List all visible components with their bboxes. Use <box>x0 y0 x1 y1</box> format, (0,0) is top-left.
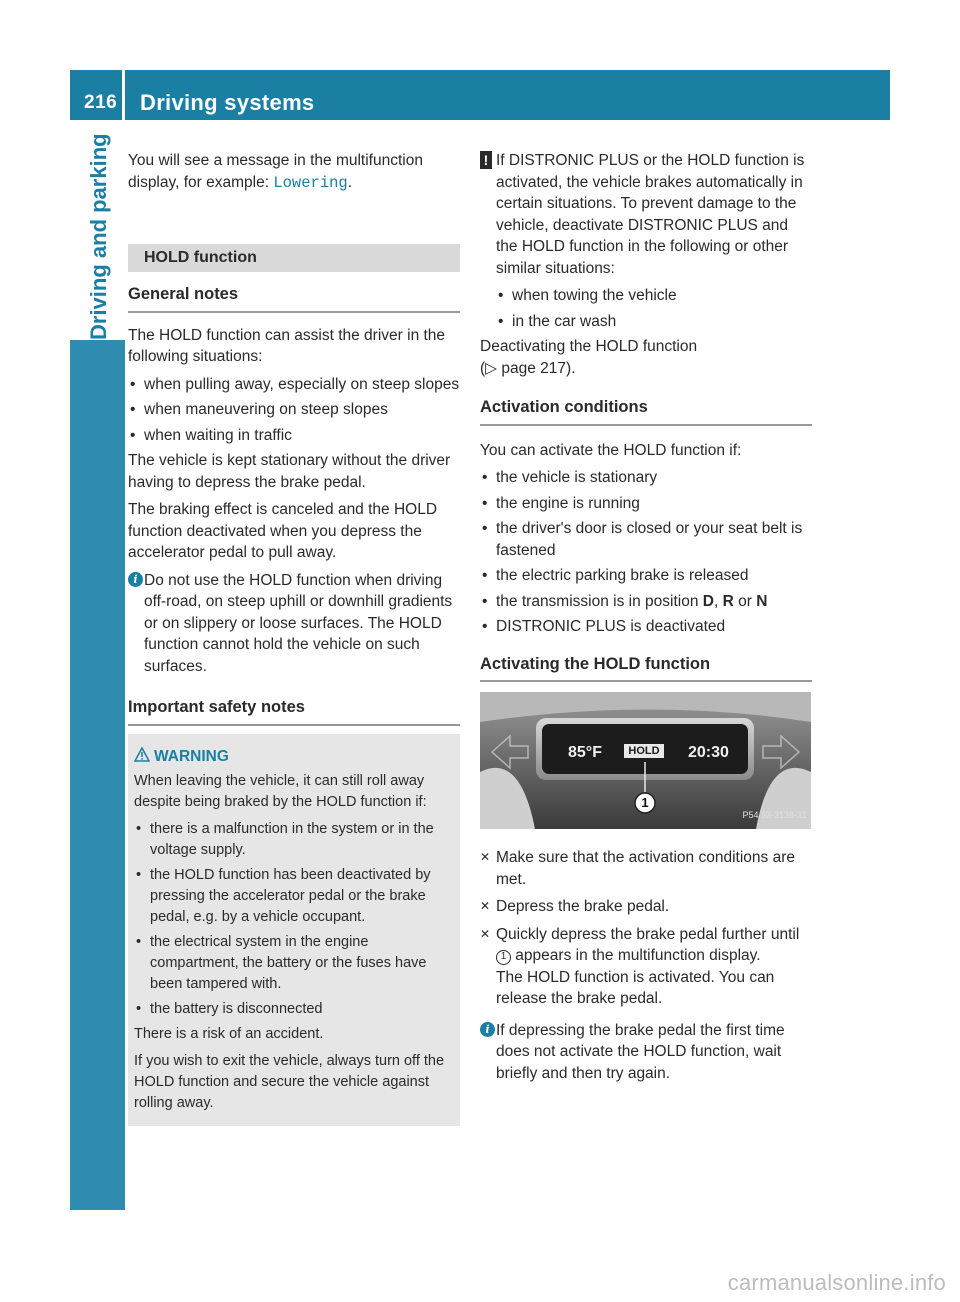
warning-intro: When leaving the vehicle, it can still roll away despite being braked by the HOLD function if: <box>134 772 427 810</box>
info-icon: i <box>480 1022 495 1037</box>
warning-title <box>134 746 452 767</box>
list-item: • the electrical system in the engine compartment, the battery or the fuses have been tampered with. <box>134 932 452 995</box>
list-item: • the HOLD function has been deactivated by pressing the accelerator pedal or the brake pedal, e.g. by a vehicle occupant. <box>134 865 452 928</box>
activation-list <box>480 467 812 638</box>
intro-paragraph <box>128 150 460 194</box>
warning-risk: There is a risk of an accident. <box>134 1025 324 1042</box>
activation-steps <box>480 847 812 1010</box>
intro-text-end: . <box>347 173 353 191</box>
warning-title-text: WARNING <box>154 747 229 765</box>
temperature-readout: 85°F <box>568 744 602 761</box>
list-item-transmission <box>480 591 812 613</box>
list-item: • when waiting in traffic <box>128 425 460 447</box>
deactivating-text: Deactivating the HOLD function <box>480 338 698 355</box>
step-result: The HOLD function is activated. You can release the brake pedal. <box>496 968 775 1007</box>
caution-list <box>480 285 812 332</box>
subheading-activation-conditions: Activation conditions <box>480 397 812 426</box>
image-code: P54.33-3138-31 <box>742 809 807 820</box>
activation-intro: You can activate the HOLD function if: <box>480 441 742 459</box>
info-text: If depressing the brake pedal the first time does not activate the HOLD function, wait briefly and then try again. <box>496 1021 785 1082</box>
list-item: • when towing the vehicle <box>496 285 812 307</box>
page-title: Driving systems <box>140 90 315 115</box>
separator: , <box>713 592 723 610</box>
subheading-activating-hold: Activating the HOLD function <box>480 654 812 683</box>
caution-text: If DISTRONIC PLUS or the HOLD function is activated, the vehicle brakes automatically in certain situations. To prevent damage to the vehicle, deactivate DISTRONIC PLUS and the HOLD function in the following or other similar situations: <box>496 152 805 277</box>
warning-advice: If you wish to exit the vehicle, always turn off the HOLD function and secure the vehicle against rolling away. <box>134 1052 445 1111</box>
right-column <box>480 150 812 1090</box>
side-tab-label: Driving and parking <box>86 133 111 340</box>
general-notes-text: The HOLD function can assist the driver in the following situations: <box>128 326 446 365</box>
list-item: • the vehicle is stationary <box>480 467 812 489</box>
list-item: • in the car wash <box>496 311 812 333</box>
step-text-end: appears in the multifunction display. <box>511 947 761 964</box>
step-item: ✕ Depress the brake pedal. <box>480 896 812 918</box>
deactivating-page-ref[interactable]: (▷ page 217). <box>480 359 576 377</box>
stationary-text: The vehicle is kept stationary without the driver having to depress the brake pedal. <box>128 452 451 491</box>
subheading-safety-notes: Important safety notes <box>128 697 460 726</box>
list-item: • the electric parking brake is released <box>480 565 812 587</box>
gear-n: N <box>756 592 768 610</box>
separator: or <box>733 592 757 610</box>
section-heading-hold: HOLD function <box>128 244 460 272</box>
step-item <box>480 924 812 1010</box>
callout-number: 1 <box>641 795 649 810</box>
gear-d: D <box>702 592 714 610</box>
info-note <box>128 570 460 678</box>
info-note-retry <box>480 1020 812 1085</box>
list-item: • DISTRONIC PLUS is deactivated <box>480 616 812 638</box>
hold-indicator: HOLD <box>628 745 660 757</box>
step-text: Quickly depress the brake pedal further until <box>496 925 800 943</box>
transmission-text: the transmission is in position <box>496 592 703 610</box>
caution-note <box>480 150 812 279</box>
list-item: • the battery is disconnected <box>134 999 452 1020</box>
warning-icon <box>134 747 150 762</box>
general-notes-list <box>128 374 460 447</box>
info-text: Do not use the HOLD function when driving off-road, on steep uphill or downhill gradients or on slippery or loose surfaces. The HOLD function cannot hold the vehicle on such surfaces. <box>144 571 453 675</box>
caution-icon: ! <box>480 151 492 169</box>
instrument-cluster-photo <box>480 692 811 829</box>
list-item: • the driver's door is closed or your seat belt is fastened <box>480 518 812 561</box>
watermark: carmanualsonline.info <box>727 1270 946 1295</box>
left-column <box>128 150 460 1126</box>
gear-r: R <box>722 592 734 610</box>
time-readout: 20:30 <box>688 744 729 761</box>
list-item: • when pulling away, especially on steep slopes <box>128 374 460 396</box>
list-item: • when maneuvering on steep slopes <box>128 399 460 421</box>
subheading-general-notes: General notes <box>128 284 460 313</box>
page-number: 216 <box>84 92 118 113</box>
list-item: • there is a malfunction in the system or in the voltage supply. <box>134 819 452 861</box>
step-item: ✕ Make sure that the activation conditions are met. <box>480 847 812 890</box>
side-tab-bar <box>70 340 125 1210</box>
intro-text: You will see a message in the multifunction display, for example: <box>128 152 423 191</box>
braking-effect-text: The braking effect is canceled and the HOLD function deactivated when you depress the accelerator pedal to pull away. <box>128 501 438 561</box>
display-message: Lowering <box>273 173 348 192</box>
warning-list <box>134 819 452 1020</box>
warning-box <box>128 734 460 1126</box>
list-item: • the engine is running <box>480 493 812 515</box>
callout-1-icon: 1 <box>496 950 511 965</box>
info-icon: i <box>128 572 143 587</box>
